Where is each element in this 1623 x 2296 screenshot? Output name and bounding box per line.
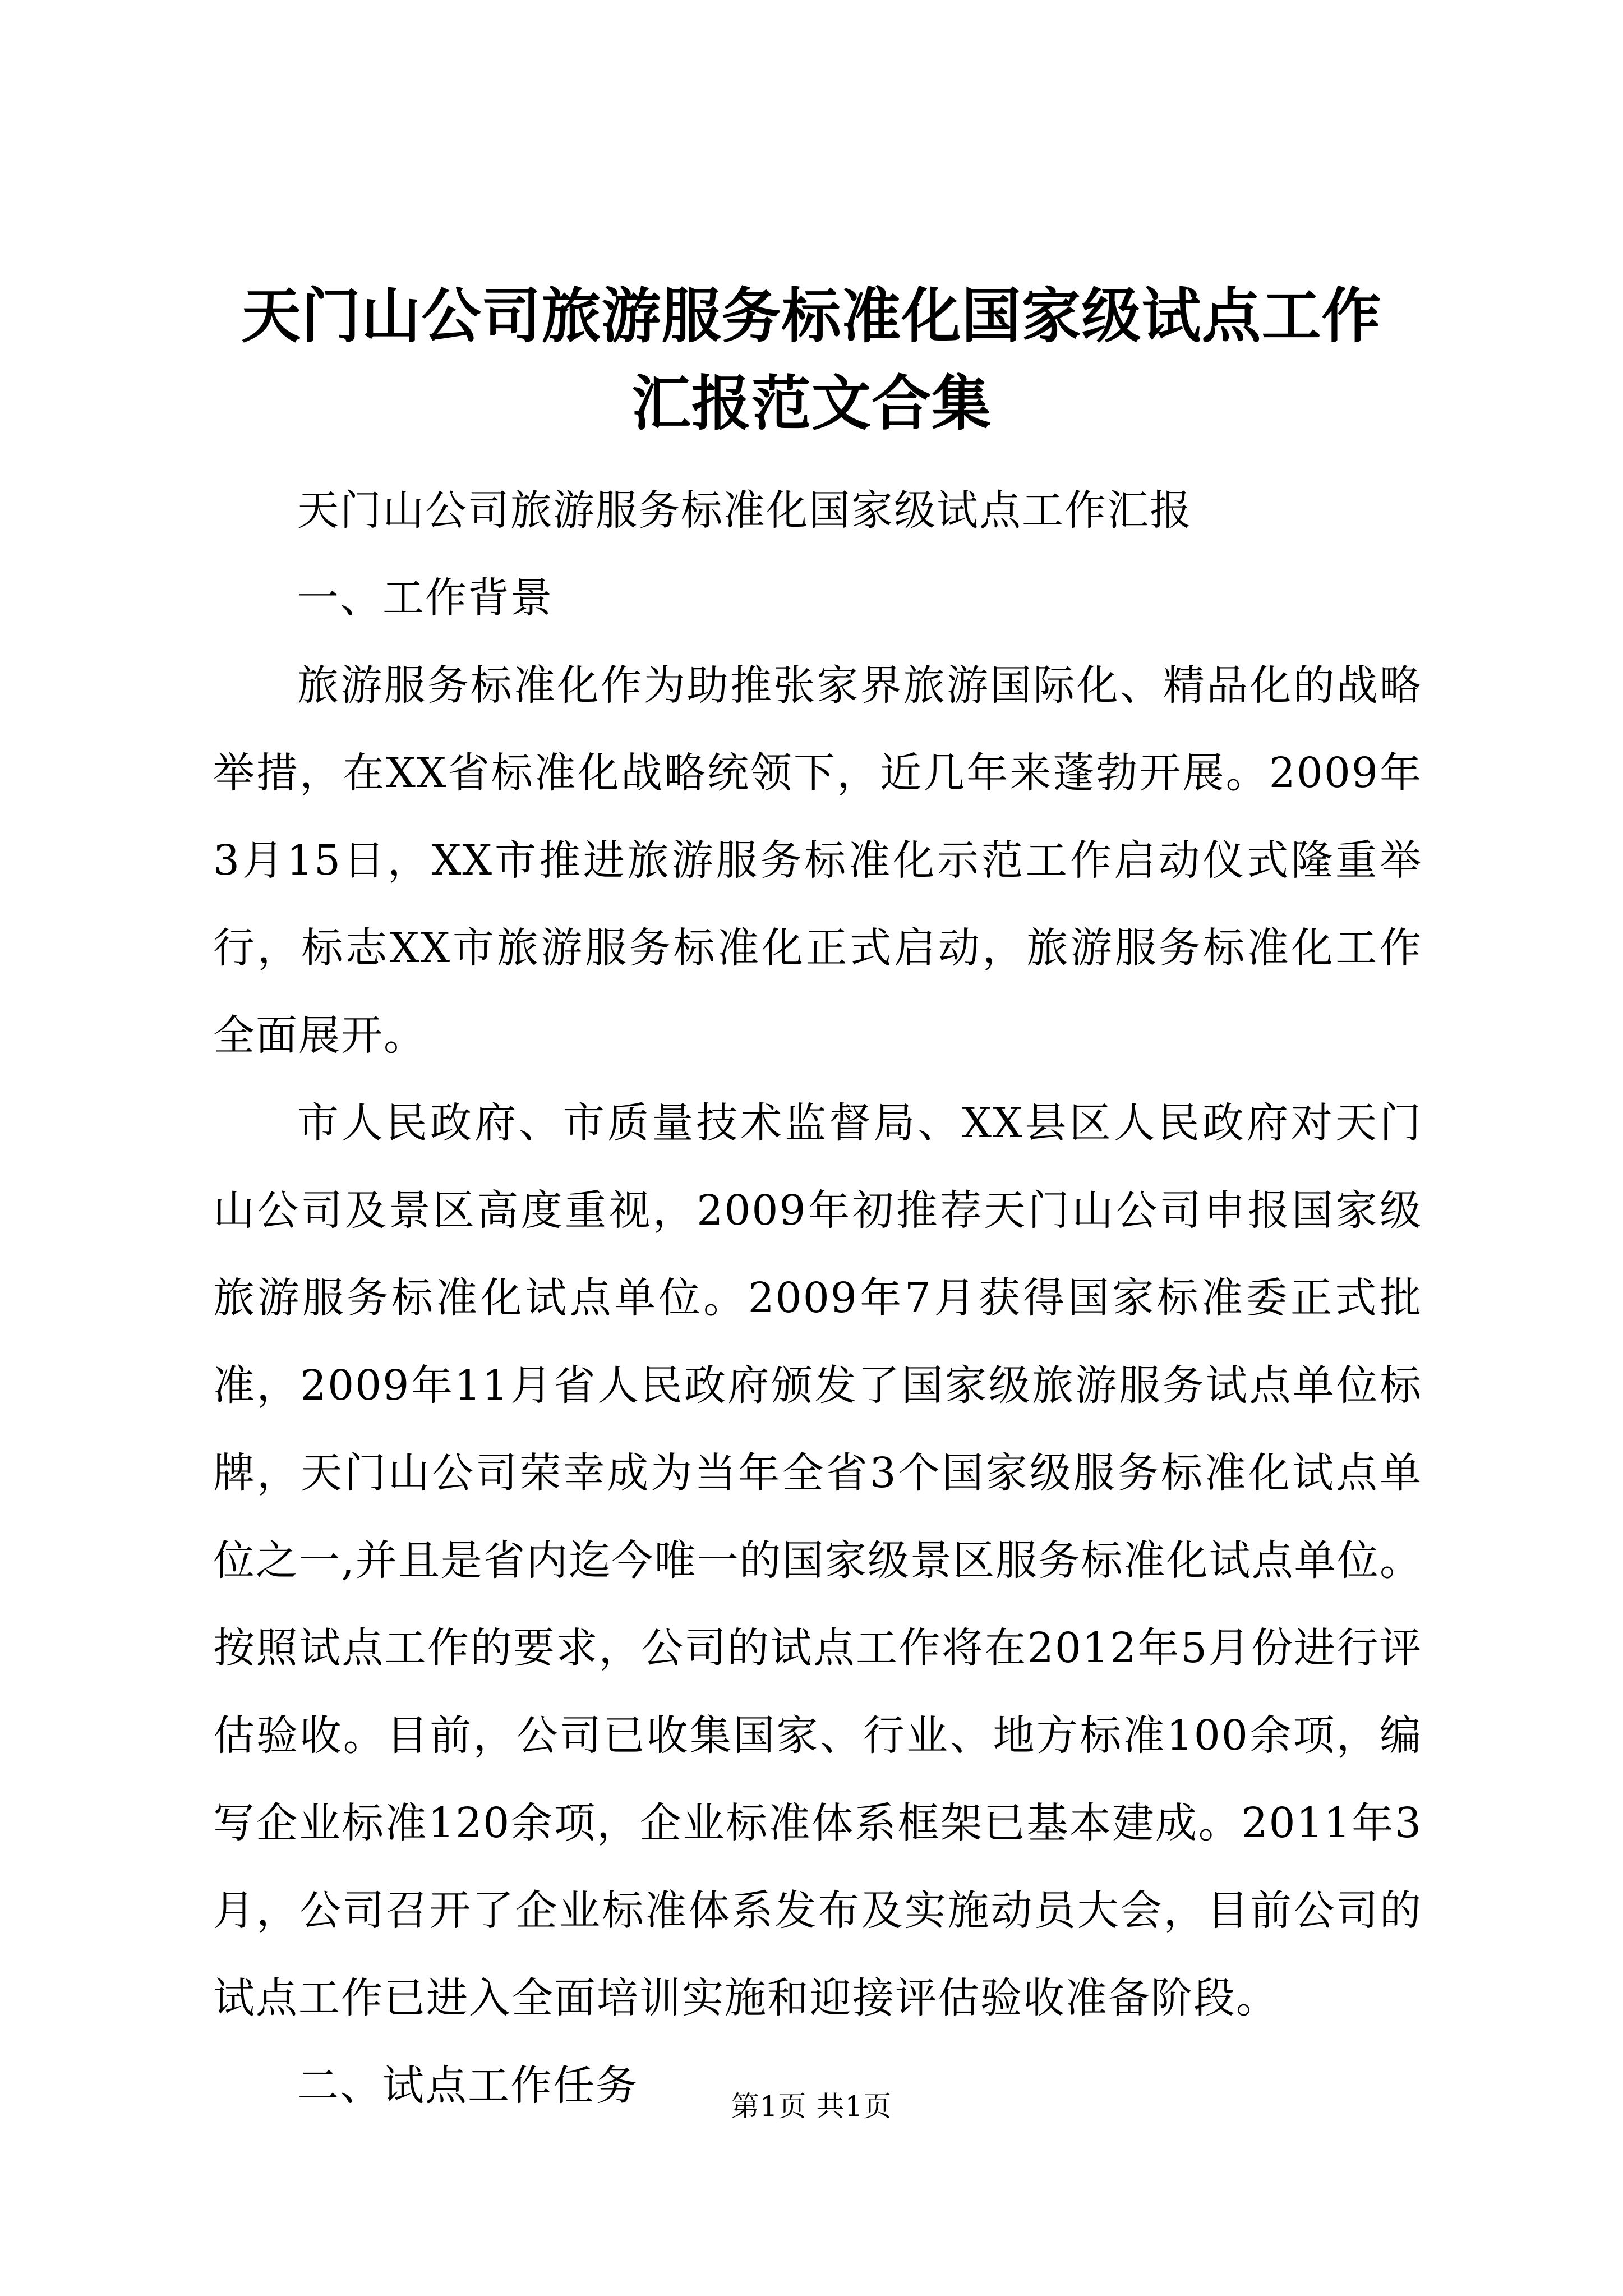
section-heading-tasks: 二、试点工作任务	[297, 2062, 638, 2110]
body-paragraph: 旅游服务标准化作为助推张家界旅游国际化、精品化的战略举措，在XX省标准化战略统领下，近几年来蓬勃开展。2009年3月15日，XX市推进旅游服务标准化示范工作启动仪式隆重举行，标志XX市旅游服务标准化正式启动，旅游服务标准化工作全面展开。	[213, 661, 1422, 1060]
subtitle-paragraph: 天门山公司旅游服务标准化国家级试点工作汇报	[297, 486, 1192, 535]
document-title: 天门山公司旅游服务标准化国家级试点工作汇报范文合集	[241, 280, 1382, 438]
body-paragraph: 市人民政府、市质量技术监督局、XX县区人民政府对天门山公司及景区高度重视，2009年初推荐天门山公司申报国家级旅游服务标准化试点单位。2009年7月获得国家标准委正式批准，2009年11月省人民政府颁发了国家级旅游服务试点单位标牌，天门山公司荣幸成为当年全省3个国家级服务标准化试点单位之一,并且是省内迄今唯一的国家级景区服务标准化试点单位。按照试点工作的要求，公司的试点工作将在2012年5月份进行评估验收。目前，公司已收集国家、行业、地方标准100余项，编写企业标准120余项，企业标准体系框架已基本建成。2011年3月，公司召开了企业标准体系发布及实施动员大会，目前公司的试点工作已进入全面培训实施和迎接评估验收准备阶段。	[213, 1099, 1422, 2022]
section-heading-background: 一、工作背景	[297, 574, 553, 622]
document-body	[213, 467, 1422, 2129]
page-number-label: 第1页 共1页	[731, 2090, 892, 2123]
page-footer	[0, 2087, 1623, 2126]
